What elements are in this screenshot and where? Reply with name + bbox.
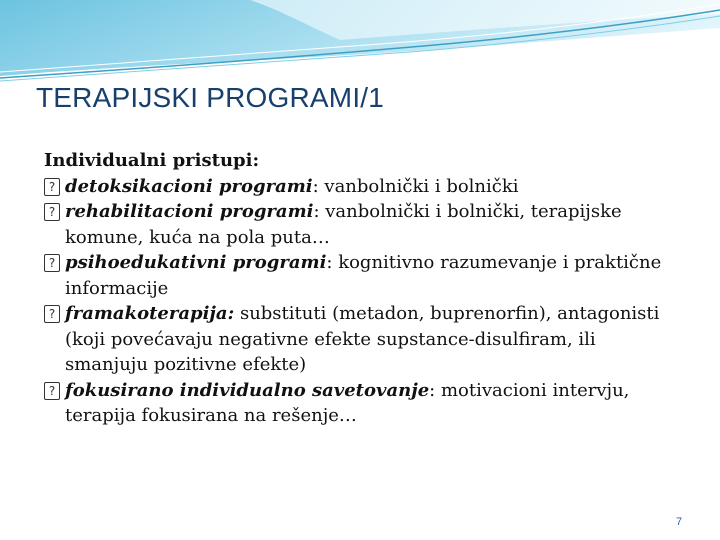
intro-heading: Individualni pristupi: bbox=[44, 150, 260, 171]
list-item bbox=[44, 199, 684, 250]
bullet-list bbox=[44, 174, 684, 429]
list-item bbox=[44, 174, 684, 200]
bullet-term: psihoedukativni programi bbox=[65, 252, 327, 273]
list-item bbox=[44, 378, 684, 429]
slide-body bbox=[44, 148, 684, 429]
bullet-term: fokusirano individualno savetovanje bbox=[65, 379, 430, 401]
bullet-marker-icon: ? bbox=[44, 305, 60, 323]
bullet-marker-icon: ? bbox=[44, 382, 60, 400]
bullet-term: detoksikacioni programi bbox=[65, 175, 313, 197]
bullet-marker-icon: ? bbox=[44, 203, 60, 221]
bullet-marker-icon: ? bbox=[44, 178, 60, 196]
page-title: TERAPIJSKI PROGRAMI/1 bbox=[36, 82, 385, 113]
list-item bbox=[44, 301, 684, 378]
bullet-text: : vanbolnički i bolnički, terapijske komune, kuća na pola puta… bbox=[65, 201, 622, 248]
bullet-term: framakoterapija: bbox=[65, 303, 235, 324]
header-wave-band bbox=[0, 0, 720, 90]
bullet-term: rehabilitacioni programi bbox=[65, 201, 314, 222]
bullet-text: : kognitivno razumevanje i praktične informacije bbox=[65, 252, 662, 299]
bullet-marker-icon: ? bbox=[44, 254, 60, 272]
page-number: 7 bbox=[676, 516, 683, 528]
bullet-text: : motivacioni intervju, terapija fokusirana na rešenje… bbox=[65, 379, 630, 426]
bullet-text: substituti (metadon, buprenorfin), antagonisti (koji povećavaju negativne efekte supstance-disulfiram, ili smanjuju pozitivne efekte) bbox=[65, 303, 660, 375]
list-item bbox=[44, 250, 684, 301]
bullet-text: : vanbolnički i bolnički bbox=[312, 175, 519, 197]
